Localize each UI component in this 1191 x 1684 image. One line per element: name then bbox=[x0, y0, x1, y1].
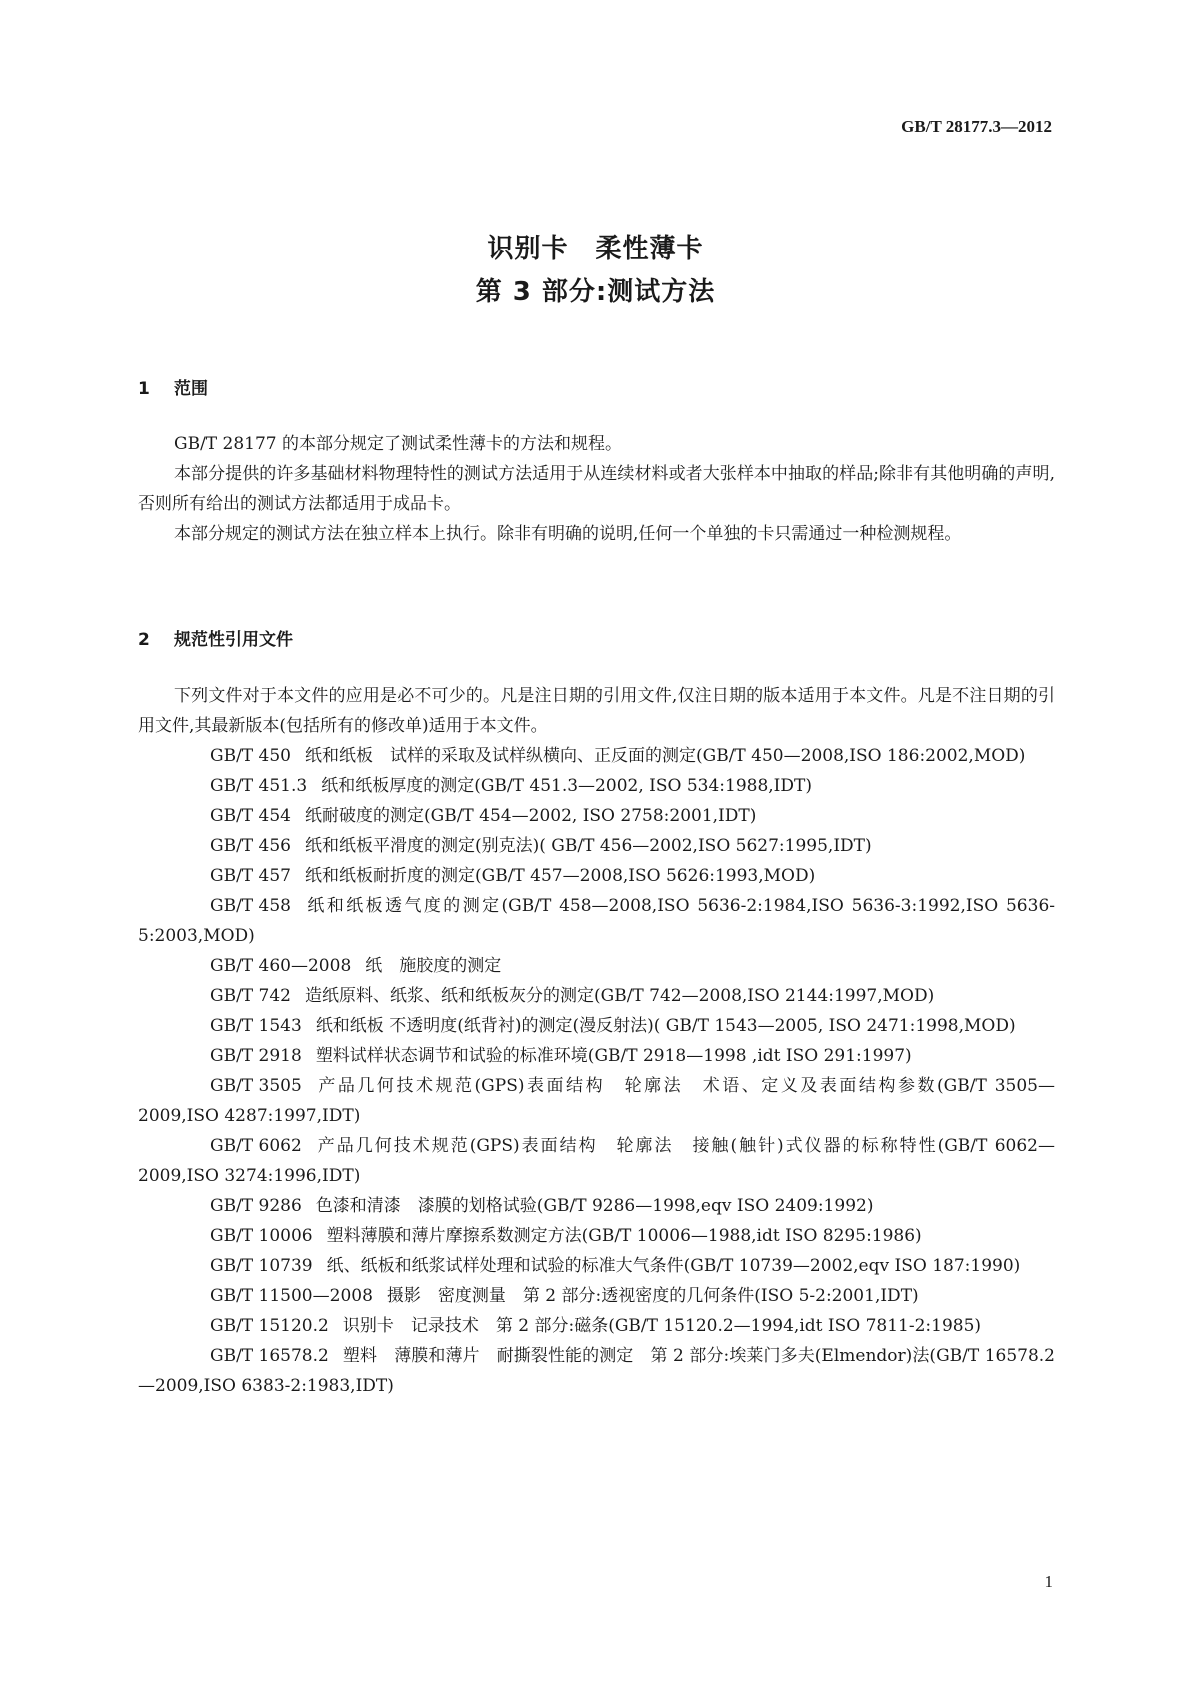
reference-text: 纸和纸板耐折度的测定(GB/T 457—2008,ISO 5626:1993,MOD) bbox=[305, 866, 816, 886]
reference-code: GB/T 11500—2008 bbox=[210, 1286, 373, 1306]
reference-item bbox=[138, 741, 1055, 771]
section-number: 2 bbox=[138, 630, 150, 650]
reference-text: 纸和纸板 不透明度(纸背衬)的测定(漫反射法)( GB/T 1543—2005, ISO 2471:1998,MOD) bbox=[315, 1016, 1016, 1036]
reference-code: GB/T 460—2008 bbox=[210, 956, 352, 976]
reference-text: 塑料薄膜和薄片摩擦系数测定方法(GB/T 10006—1988,idt ISO 8295:1986) bbox=[326, 1226, 922, 1246]
section-number: 1 bbox=[138, 379, 150, 399]
reference-item bbox=[138, 861, 1055, 891]
reference-text: 摄影 密度测量 第 2 部分:透视密度的几何条件(ISO 5-2:2001,IDT) bbox=[386, 1286, 919, 1306]
section-heading-normative-references bbox=[138, 625, 293, 650]
reference-item bbox=[138, 1011, 1055, 1041]
reference-code: GB/T 6062 bbox=[210, 1136, 302, 1156]
reference-code: GB/T 16578.2 bbox=[210, 1346, 329, 1366]
reference-item bbox=[138, 1131, 1055, 1191]
reference-code: GB/T 458 bbox=[210, 896, 291, 916]
paragraph: 本部分规定的测试方法在独立样本上执行。除非有明确的说明,任何一个单独的卡只需通过一种检测规程。 bbox=[174, 524, 962, 544]
reference-code: GB/T 3505 bbox=[210, 1076, 302, 1096]
reference-code: GB/T 10006 bbox=[210, 1226, 313, 1246]
reference-item bbox=[138, 771, 1055, 801]
reference-text: 塑料试样状态调节和试验的标准环境(GB/T 2918—1998 ,idt ISO 291:1997) bbox=[315, 1046, 912, 1066]
page-number: 1 bbox=[1044, 1572, 1053, 1591]
reference-text: 纸和纸板透气度的测定(GB/T 458—2008,ISO 5636-2:1984,ISO 5636-3:1992,ISO 5636-5:2003,MOD) bbox=[138, 896, 1055, 946]
reference-code: GB/T 9286 bbox=[210, 1196, 302, 1216]
paragraph: 下列文件对于本文件的应用是必不可少的。凡是注日期的引用文件,仅注日期的版本适用于本文件。凡是不注日期的引用文件,其最新版本(包括所有的修改单)适用于本文件。 bbox=[138, 686, 1055, 736]
paragraph: 本部分提供的许多基础材料物理特性的测试方法适用于从连续材料或者大张样本中抽取的样品;除非有其他明确的声明,否则所有给出的测试方法都适用于成品卡。 bbox=[138, 464, 1055, 514]
reference-text: 色漆和清漆 漆膜的划格试验(GB/T 9286—1998,eqv ISO 2409:1992) bbox=[315, 1196, 874, 1216]
normative-references-body bbox=[138, 681, 1055, 1401]
reference-item bbox=[138, 1041, 1055, 1071]
reference-code: GB/T 457 bbox=[210, 866, 291, 886]
reference-text: 造纸原料、纸浆、纸和纸板灰分的测定(GB/T 742—2008,ISO 2144:1997,MOD) bbox=[305, 986, 935, 1006]
reference-text: 纸和纸板厚度的测定(GB/T 451.3—2002, ISO 534:1988,IDT) bbox=[321, 776, 812, 796]
reference-item bbox=[138, 1191, 1055, 1221]
section-title: 规范性引用文件 bbox=[174, 630, 293, 650]
reference-text: 纸和纸板平滑度的测定(别克法)( GB/T 456—2002,ISO 5627:1995,IDT) bbox=[305, 836, 872, 856]
reference-code: GB/T 451.3 bbox=[210, 776, 308, 796]
reference-text: 纸、纸板和纸浆试样处理和试验的标准大气条件(GB/T 10739—2002,eqv ISO 187:1990) bbox=[326, 1256, 1021, 1276]
reference-item bbox=[138, 951, 1055, 981]
reference-code: GB/T 1543 bbox=[210, 1016, 302, 1036]
reference-code: GB/T 15120.2 bbox=[210, 1316, 329, 1336]
reference-code: GB/T 10739 bbox=[210, 1256, 313, 1276]
reference-code: GB/T 742 bbox=[210, 986, 291, 1006]
reference-item bbox=[138, 981, 1055, 1011]
reference-text: 识别卡 记录技术 第 2 部分:磁条(GB/T 15120.2—1994,idt ISO 7811-2:1985) bbox=[342, 1316, 982, 1336]
scope-body bbox=[138, 429, 1055, 549]
reference-text: 纸耐破度的测定(GB/T 454—2002, ISO 2758:2001,IDT) bbox=[305, 806, 757, 826]
standard-code: GB/T 28177.3—2012 bbox=[901, 117, 1052, 136]
reference-text: 产品几何技术规范(GPS)表面结构 轮廓法 术语、定义及表面结构参数(GB/T 3505—2009,ISO 4287:1997,IDT) bbox=[138, 1076, 1055, 1126]
reference-text: 塑料 薄膜和薄片 耐撕裂性能的测定 第 2 部分:埃莱门多夫(Elmendor)法(GB/T 16578.2—2009,ISO 6383-2:1983,IDT) bbox=[138, 1346, 1055, 1396]
reference-item bbox=[138, 1281, 1055, 1311]
reference-text: 产品几何技术规范(GPS)表面结构 轮廓法 接触(触针)式仪器的标称特性(GB/T 6062—2009,ISO 3274:1996,IDT) bbox=[138, 1136, 1055, 1186]
reference-item bbox=[138, 831, 1055, 861]
reference-item bbox=[138, 1341, 1055, 1401]
reference-item bbox=[138, 1071, 1055, 1131]
reference-text: 纸和纸板 试样的采取及试样纵横向、正反面的测定(GB/T 450—2008,ISO 186:2002,MOD) bbox=[305, 746, 1026, 766]
reference-code: GB/T 456 bbox=[210, 836, 291, 856]
reference-item bbox=[138, 1221, 1055, 1251]
reference-text: 纸 施胶度的测定 bbox=[365, 956, 502, 976]
section-title: 范围 bbox=[174, 379, 208, 399]
reference-item bbox=[138, 801, 1055, 831]
reference-code: GB/T 2918 bbox=[210, 1046, 302, 1066]
reference-item bbox=[138, 1311, 1055, 1341]
reference-item bbox=[138, 1251, 1055, 1281]
paragraph: GB/T 28177 的本部分规定了测试柔性薄卡的方法和规程。 bbox=[174, 434, 623, 454]
reference-code: GB/T 454 bbox=[210, 806, 291, 826]
document-title: 识别卡 柔性薄卡 bbox=[487, 234, 704, 264]
reference-item bbox=[138, 891, 1055, 951]
document-subtitle: 第 3 部分:测试方法 bbox=[475, 277, 716, 307]
reference-code: GB/T 450 bbox=[210, 746, 291, 766]
section-heading-scope bbox=[138, 374, 208, 399]
